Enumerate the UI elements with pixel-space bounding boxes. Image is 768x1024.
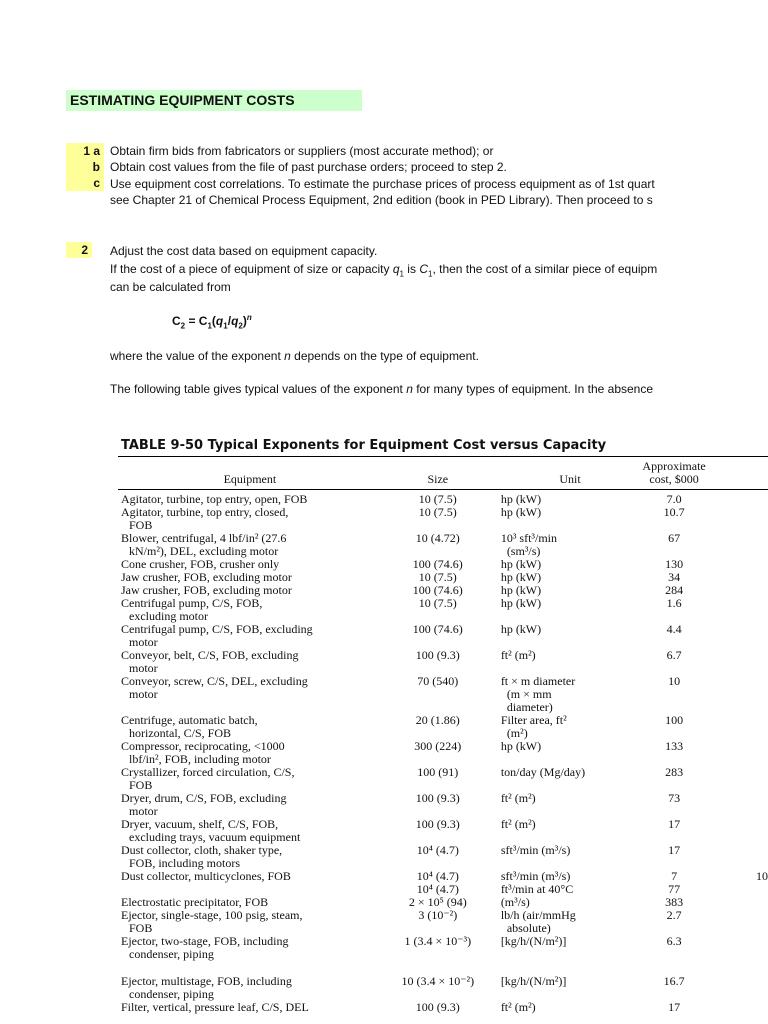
cell-cost: 130	[665, 557, 684, 571]
cell-cost: 7	[671, 869, 678, 883]
cell-equipment	[118, 714, 379, 740]
cell-cost: 67	[668, 531, 681, 545]
cell-size: 3 (10⁻²)	[418, 908, 458, 922]
where-text-a: where the value of the exponent	[110, 349, 285, 363]
cell-cost: 34	[668, 570, 681, 584]
cell-equipment	[118, 818, 379, 844]
cell-cost: 2.7	[666, 908, 682, 922]
unit-line: hp (kW)	[500, 570, 542, 584]
cell-extra	[709, 506, 768, 532]
cell-equipment	[118, 1001, 379, 1014]
table-row	[118, 532, 768, 558]
cell-cost: 4.4	[666, 622, 682, 636]
cell-size: 10⁴ (4.7)	[416, 882, 459, 896]
cell-extra	[709, 935, 768, 961]
line2-text-a: If the cost of a piece of equipment of size or capacity	[110, 262, 393, 276]
cell-size: 100 (9.3)	[415, 648, 460, 662]
cell-extra	[709, 493, 768, 506]
cell-equipment	[118, 870, 379, 883]
cell-cost: 17	[668, 817, 681, 831]
unit-line: ft² (m²)	[500, 648, 536, 662]
cell-equipment	[118, 597, 379, 623]
unit-line: hp (kW)	[500, 505, 542, 519]
equipment-line: Dryer, vacuum, shelf, C/S, FOB,	[121, 817, 279, 831]
cell-unit	[497, 649, 639, 675]
formula-c1-sub: 1	[207, 321, 212, 331]
cell-size: 1 (3.4 × 10⁻³)	[404, 934, 472, 948]
cell-extra	[709, 649, 768, 675]
cell-extra	[709, 818, 768, 844]
unit-line: sft³/min (m³/s)	[500, 843, 571, 857]
header-cost	[639, 460, 709, 490]
cell-equipment	[118, 675, 379, 714]
cell-extra	[709, 597, 768, 623]
cell-extra	[709, 558, 768, 571]
step-label-1a[interactable]: 1 a	[66, 143, 104, 159]
cell-equipment	[118, 623, 379, 649]
equipment-line: Cone crusher, FOB, crusher only	[121, 557, 280, 571]
equipment-line: Agitator, turbine, top entry, closed,	[121, 505, 289, 519]
cell-extra	[709, 584, 768, 597]
formula-open: (	[211, 314, 216, 328]
cell-cost: 16.7	[663, 974, 685, 988]
cell-size: 100 (9.3)	[415, 791, 460, 805]
cell-cost: 100	[665, 713, 684, 727]
cell-unit	[497, 675, 639, 714]
cell-extra	[709, 961, 768, 1001]
cell-equipment	[118, 766, 379, 792]
formula-q1-sub: 1	[223, 321, 228, 331]
unit-line: ft² (m²)	[500, 1000, 536, 1014]
table-row	[118, 714, 768, 740]
equipment-line: FOB	[129, 518, 153, 532]
cell-cost: 73	[668, 791, 681, 805]
cell-cost: 284	[665, 583, 684, 597]
where-text[interactable]	[110, 349, 682, 363]
formula-q2-sub: 2	[238, 321, 243, 331]
equipment-line: kN/m²), DEL, excluding motor	[129, 544, 279, 558]
cell-extra	[709, 740, 768, 766]
formula-q2: q	[231, 314, 239, 328]
equipment-line: horizontal, C/S, FOB	[129, 726, 232, 740]
cell-extra	[709, 844, 768, 870]
cell-equipment	[118, 792, 379, 818]
sheet-title[interactable]: ESTIMATING EQUIPMENT COSTS	[66, 90, 362, 111]
unit-line: hp (kW)	[500, 622, 542, 636]
formula-slash: /	[227, 314, 232, 328]
equipment-line: Conveyor, belt, C/S, FOB, excluding	[121, 648, 299, 662]
cell-cost: 1.6	[666, 596, 682, 610]
cell-cost: 383	[665, 895, 684, 909]
cell-unit	[497, 818, 639, 844]
cell-cost: 283	[665, 765, 684, 779]
cell-unit	[497, 844, 639, 870]
cell-equipment	[118, 649, 379, 675]
cell-size: 10⁴ (4.7)	[416, 843, 459, 857]
cell-cost: 10	[668, 674, 681, 688]
step-label-1b[interactable]: b	[66, 159, 104, 175]
q1-subscript: 1	[399, 269, 404, 279]
equipment-line: Ejector, single-stage, 100 psig, steam,	[121, 908, 303, 922]
table-row	[118, 649, 768, 675]
unit-line: (m²)	[506, 726, 528, 740]
cell-unit	[497, 935, 639, 961]
equipment-line: Electrostatic precipitator, FOB	[121, 895, 269, 909]
equipment-line: FOB, including motors	[129, 856, 241, 870]
step-label-1c[interactable]: c	[66, 175, 104, 191]
unit-line: 10³ sft³/min	[500, 531, 558, 545]
equipment-line: motor	[129, 804, 158, 818]
cell-size: 100 (9.3)	[415, 817, 460, 831]
unit-line: ft² (m²)	[500, 817, 536, 831]
cell-unit	[497, 506, 639, 532]
equipment-line: Centrifugal pump, C/S, FOB, excluding	[121, 622, 313, 636]
cell-unit	[497, 740, 639, 766]
unit-line: (m³/s)	[500, 895, 530, 909]
unit-line: hp (kW)	[500, 583, 542, 597]
step-1a-text[interactable]: Obtain firm bids from fabricators or suppliers (most accurate method); or	[110, 144, 494, 158]
unit-line: ft³/min at 40°C	[500, 882, 574, 896]
equipment-line: excluding trays, vacuum equipment	[129, 830, 301, 844]
cell-cost: 17	[668, 1000, 681, 1014]
cell-extra	[709, 675, 768, 714]
equipment-line: Filter, vertical, pressure leaf, C/S, DEL	[121, 1000, 309, 1014]
unit-line: absolute)	[506, 921, 551, 935]
cell-equipment	[118, 935, 379, 961]
cell-unit	[497, 714, 639, 740]
formula-exponent: n	[246, 313, 252, 322]
cell-unit	[497, 1001, 639, 1014]
cell-extra	[709, 623, 768, 649]
unit-line: hp (kW)	[500, 492, 542, 506]
following-text[interactable]	[110, 382, 682, 396]
equipment-line: Conveyor, screw, C/S, DEL, excluding	[121, 674, 308, 688]
unit-line: hp (kW)	[500, 557, 542, 571]
step-2-line-2[interactable]	[110, 262, 682, 278]
table-title: TABLE 9-50 Typical Exponents for Equipment Cost versus Capacity	[121, 438, 607, 453]
header-unit: Unit	[559, 472, 581, 486]
unit-line: sft³/min (m³/s)	[500, 869, 571, 883]
cell-extra	[709, 909, 768, 935]
cell-size: 10 (3.4 × 10⁻²)	[401, 974, 475, 988]
cell-unit	[497, 532, 639, 558]
line2-text-b: is	[403, 262, 420, 276]
table-row	[118, 1001, 768, 1014]
cell-size: 20 (1.86)	[415, 713, 460, 727]
equipment-line: FOB	[129, 921, 153, 935]
cell-size: 100 (74.6)	[412, 622, 463, 636]
equipment-line: Centrifugal pump, C/S, FOB,	[121, 596, 263, 610]
table-row	[118, 935, 768, 961]
cell-unit	[497, 792, 639, 818]
equipment-line: FOB	[129, 778, 153, 792]
formula-q1: q	[215, 314, 224, 328]
equipment-line: Agitator, turbine, top entry, open, FOB	[121, 492, 308, 506]
table-row	[118, 844, 768, 870]
unit-line: hp (kW)	[500, 596, 542, 610]
cell-size: 100 (9.3)	[415, 1000, 460, 1014]
cell-cost: 7.0	[666, 492, 682, 506]
following-text-b: for many types of equipment. In the absence	[412, 382, 654, 396]
unit-line: diameter)	[506, 700, 553, 714]
cell-equipment	[118, 844, 379, 870]
where-n: n	[284, 349, 291, 363]
cell-size: 10 (4.72)	[415, 531, 460, 545]
equipment-line: Blower, centrifugal, 4 lbf/in² (27.6	[121, 531, 287, 545]
cell-cost: 6.3	[666, 934, 682, 948]
cell-size: 300 (224)	[414, 739, 462, 753]
step-2-line-1[interactable]: Adjust the cost data based on equipment capacity.	[110, 244, 378, 258]
cell-extra	[709, 532, 768, 558]
formula-c2-sub: 2	[180, 321, 186, 331]
c1-subscript: 1	[427, 269, 433, 279]
cell-extra	[709, 714, 768, 740]
line2-text-d: , then the cost of a similar piece of equipm	[432, 262, 658, 276]
table-row	[118, 675, 768, 714]
unit-line: ton/day (Mg/day)	[500, 765, 586, 779]
cell-equipment	[118, 506, 379, 532]
cell-cost: 6.7	[666, 648, 682, 662]
c1-symbol: C	[419, 262, 428, 276]
cell-size: 100 (74.6)	[412, 557, 463, 571]
cell-extra	[709, 896, 768, 909]
table-row	[118, 740, 768, 766]
table-row	[118, 909, 768, 935]
cost-formula[interactable]	[172, 313, 252, 330]
cell-unit	[497, 766, 639, 792]
step-1c-continued-text[interactable]: see Chapter 21 of Chemical Process Equipment, 2nd edition (book in PED Library). Then proceed to s	[110, 193, 653, 207]
header-cost-line1: Approximate	[642, 459, 706, 473]
equipment-line: Centrifuge, automatic batch,	[121, 713, 258, 727]
equipment-line: motor	[129, 687, 158, 701]
cell-cost: 77	[668, 882, 681, 896]
unit-line: (sm³/s)	[506, 544, 541, 558]
cell-extra	[709, 1001, 768, 1014]
unit-line: (m × mm	[506, 687, 552, 701]
cell-extra	[709, 571, 768, 584]
following-n: n	[406, 382, 413, 396]
table-row	[118, 818, 768, 844]
cell-equipment	[118, 532, 379, 558]
header-extra	[709, 460, 768, 490]
table-row	[118, 961, 768, 1001]
cell-size: 70 (540)	[417, 674, 459, 688]
header-size: Size	[427, 472, 449, 486]
table-row	[118, 597, 768, 623]
equipment-line: Jaw crusher, FOB, excluding motor	[121, 583, 292, 597]
table-header-row	[118, 460, 768, 490]
cell-size: 10 (7.5)	[418, 505, 457, 519]
equipment-line: Dust collector, multicyclones, FOB	[121, 869, 291, 883]
unit-line: Filter area, ft²	[500, 713, 567, 727]
cell-equipment	[118, 909, 379, 935]
cell-extra	[709, 883, 768, 896]
cell-size: 2 × 10⁵ (94)	[408, 895, 467, 909]
equipment-line: motor	[129, 635, 158, 649]
equipment-line: excluding motor	[129, 609, 208, 623]
cell-size: 10 (7.5)	[418, 570, 457, 584]
cell-cost: 10.7	[663, 505, 685, 519]
unit-line: [kg/h/(N/m²)]	[500, 934, 567, 948]
equipment-line: lbf/in², FOB, including motor	[129, 752, 271, 766]
equipment-line: Ejector, multistage, FOB, including	[121, 974, 292, 988]
unit-line: hp (kW)	[500, 739, 542, 753]
step-1c-text[interactable]: Use equipment cost correlations. To estimate the purchase prices of process equipment as of 1st quart	[110, 177, 655, 191]
step-2-line-3[interactable]: can be calculated from	[110, 280, 231, 294]
step-1b-text[interactable]: Obtain cost values from the file of past purchase orders; proceed to step 2.	[110, 160, 507, 174]
cell-size: 100 (74.6)	[412, 583, 463, 597]
equipment-line: Dust collector, cloth, shaker type,	[121, 843, 283, 857]
unit-line: [kg/h/(N/m²)]	[500, 974, 567, 988]
equipment-line: Compressor, reciprocating, <1000	[121, 739, 285, 753]
cell-extra	[709, 792, 768, 818]
table-row	[118, 792, 768, 818]
equipment-line: Dryer, drum, C/S, FOB, excluding	[121, 791, 287, 805]
equipment-line: Jaw crusher, FOB, excluding motor	[121, 570, 292, 584]
header-cost-line2: cost, $000	[649, 472, 699, 486]
cell-size: 10 (7.5)	[418, 596, 457, 610]
cell-unit	[497, 623, 639, 649]
table-row	[118, 766, 768, 792]
cell-size: 10 (7.5)	[418, 492, 457, 506]
cell-cost: 133	[665, 739, 684, 753]
formula-close: )	[242, 314, 247, 328]
cell-size: 100 (91)	[417, 765, 459, 779]
table-row	[118, 506, 768, 532]
equipment-line: condenser, piping	[129, 987, 214, 1001]
unit-line: ft × m diameter	[500, 674, 576, 688]
cell-unit	[497, 597, 639, 623]
exponent-table	[118, 460, 768, 1014]
where-text-b: depends on the type of equipment.	[290, 349, 479, 363]
q1-symbol: q	[392, 262, 400, 276]
cell-equipment	[118, 961, 379, 1001]
equipment-line: condenser, piping	[129, 947, 214, 961]
table-row	[118, 623, 768, 649]
cell-unit	[497, 961, 639, 1001]
formula-c2: C	[172, 314, 181, 328]
cell-extra: 10	[756, 869, 768, 883]
header-equipment: Equipment	[223, 472, 277, 486]
table-top-rule	[118, 456, 768, 457]
cell-unit	[497, 909, 639, 935]
equipment-line: Ejector, two-stage, FOB, including	[121, 934, 289, 948]
cell-extra	[709, 766, 768, 792]
formula-eq-c1: = C	[185, 314, 208, 328]
unit-line: ft² (m²)	[500, 791, 536, 805]
unit-line: lb/h (air/mmHg	[500, 908, 576, 922]
table-body	[118, 493, 768, 1014]
equipment-line: Crystallizer, forced circulation, C/S,	[121, 765, 295, 779]
step-label-2[interactable]: 2	[66, 242, 92, 258]
following-text-a: The following table gives typical values of the exponent	[110, 382, 407, 396]
cell-equipment	[118, 740, 379, 766]
cell-cost: 17	[668, 843, 681, 857]
equipment-line: motor	[129, 661, 158, 675]
cell-size: 10⁴ (4.7)	[416, 869, 459, 883]
